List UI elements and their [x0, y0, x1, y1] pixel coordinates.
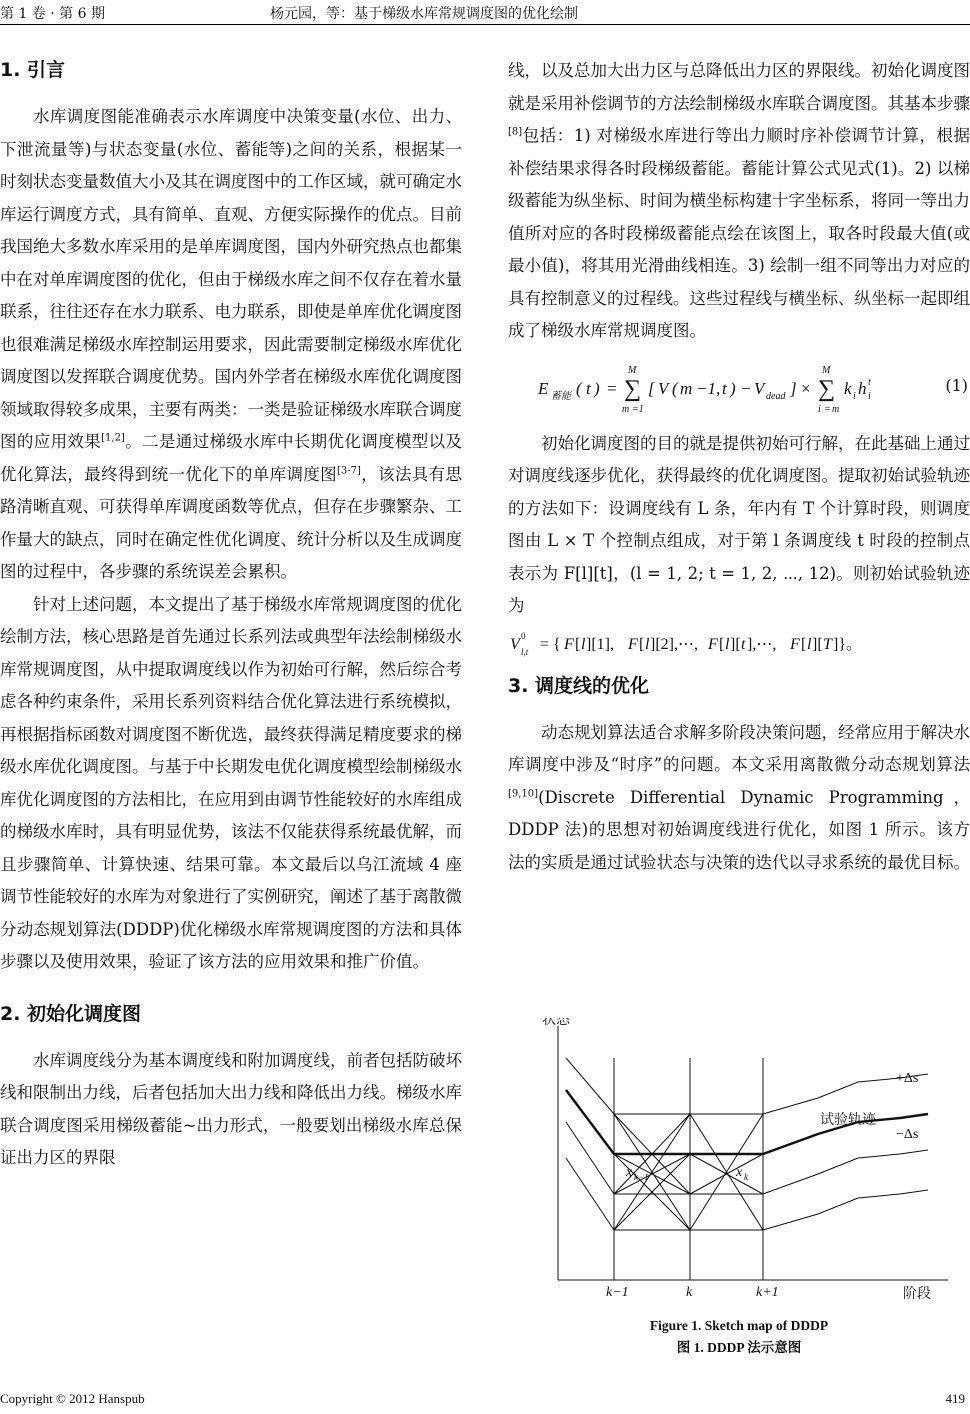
page-number: 419 — [945, 1391, 965, 1406]
svg-text:F: F — [628, 635, 638, 653]
svg-text:[: [ — [639, 635, 645, 653]
tick-k+1: k+1 — [756, 1285, 779, 1300]
state-xk: x — [736, 1165, 743, 1180]
svg-text:i: i — [818, 403, 821, 415]
svg-text:][1],: ][1], — [586, 635, 614, 653]
optimization-paragraph-1: 动态规划算法适合求解多阶段决策问题，经常应用于解决水库调度中涉及“时序”的问题。本文采用离散微分动态规划算法[9,10](Discrete Differential Dynamic Programming，DDDP 法)的思想对初始调度线进行优化，如图 1 所示。该方法的实质是通过试验状态与决策的迭代以寻求系统的最优目标。 — [508, 722, 970, 872]
svg-text:][2],⋯,: ][2],⋯, — [650, 635, 698, 653]
svg-text:F: F — [708, 635, 718, 653]
svg-text:(: ( — [576, 378, 582, 398]
trajectory-formula — [508, 623, 970, 665]
svg-text:V: V — [754, 378, 765, 398]
svg-text:−: − — [740, 378, 752, 398]
intro-paragraph-2: 针对上述问题，本文提出了基于梯级水库常规调度图的优化绘制方法，核心思路是首先通过长系列法或典型年法绘制梯级水库常规调度图，从中提取调度线以作为初始可行解，然后综合考虑各种约束条件，采用长系列资料结合优化算法进行系统模拟，再根据指标函数对调度图不断优选，最终获得满足精度要求的梯级水库优化调度图。与基于中长期发电优化调度模型绘制梯级水库优化调度图的方法相比，在应用到由调节性能较好的水库组成的梯级水库时，具有明显优势，该法不仅能获得系统最优解，而且步骤简单、计算快速、结果可靠。本文最后以乌江流域 4 座调节性能较好的水库为对象进行了实例研究，阐述了基于离散微分动态规划算法(DDDP)优化梯级水库常规调度图的方法和具体步骤以及使用效果，验证了该方法的应用效果和推广价值。 — [0, 594, 462, 971]
svg-text:E: E — [538, 378, 549, 398]
svg-text:T: T — [823, 635, 832, 653]
svg-text:]}。: ]}。 — [833, 635, 863, 653]
svg-text:蓄能: 蓄能 — [551, 390, 571, 402]
section-heading-intro: 1. 引言 — [0, 59, 66, 81]
svg-text:−1,: −1, — [696, 378, 721, 398]
left-column — [0, 55, 462, 1175]
equation-1-formula — [508, 348, 948, 428]
state-xk-1-subscript: k−1 — [634, 1172, 649, 1182]
page-header — [0, 0, 970, 25]
svg-text:[: [ — [575, 635, 581, 653]
svg-text:0: 0 — [521, 630, 526, 641]
svg-text:t: t — [868, 376, 871, 388]
plus-delta-s-label: +Δs — [896, 1071, 919, 1086]
citation[interactable]: [3-7] — [337, 465, 361, 476]
svg-text:t: t — [586, 378, 591, 398]
equation-1 — [508, 348, 970, 428]
svg-text:M: M — [628, 364, 637, 376]
svg-text:V: V — [510, 635, 520, 653]
upper-bound-curve — [566, 1058, 928, 1114]
svg-text:t: t — [722, 378, 727, 398]
svg-text:l: l — [725, 635, 730, 653]
svg-text:=: = — [606, 378, 618, 398]
svg-text:],⋯,: ],⋯, — [747, 635, 777, 653]
svg-text:l: l — [645, 635, 650, 653]
state-xk-subscript: k — [744, 1172, 748, 1182]
lower-bound-curve — [566, 1122, 928, 1194]
svg-text:= {: = { — [540, 635, 561, 653]
trial-trajectory-label: 试验轨迹 — [820, 1113, 876, 1128]
journal-issue: 第 1 卷 · 第 6 期 — [0, 6, 105, 22]
svg-text:h: h — [858, 378, 867, 398]
svg-text:=: = — [824, 403, 831, 415]
copyright: Copyright © 2012 Hanspub — [0, 1391, 145, 1406]
minus-delta-s-label: −Δs — [896, 1127, 919, 1142]
svg-text:m: m — [832, 403, 840, 415]
x-axis-label: 阶段 — [903, 1287, 931, 1302]
svg-text:][: ][ — [730, 635, 741, 653]
equation-number: (1) — [945, 375, 968, 395]
svg-text:∑: ∑ — [818, 375, 836, 402]
svg-text:l: l — [581, 635, 586, 653]
section-heading-init: 2. 初始化调度图 — [0, 1002, 142, 1025]
tick-k: k — [686, 1285, 693, 1300]
y-axis-label: 状态 — [542, 1018, 570, 1028]
svg-text:m: m — [680, 378, 693, 398]
svg-text:][: ][ — [812, 635, 823, 653]
svg-text:t: t — [741, 635, 746, 653]
intro-paragraph-1: 水库调度图能准确表示水库调度中决策变量(水位、出力、下泄流量等)与状态变量(水位、蓄能等)之间的关系，根据某一时刻状态变量数值大小及其在调度图中的工作区域，就可确定水库运行调度方式，具有简单、直观、方便实际操作的优点。目前我国绝大多数水库采用的是单库调度图，国内外研究热点也都集中在对单库调度图的优化，但由于梯级水库之间不仅存在着水量联系，往往还存在水力联系、电力联系，即使是单库优化调度图也很难满足梯级水库控制运用要求，因此需要制定梯级水库优化调度图以发挥联合调度优势。国内外学者在梯级水库优化调度图领域取得较多成果，主要有两类：一类是验证梯级水库联合调度图的应用效果[1,2]。二是通过梯级水库中长期优化调度模型以及优化算法，最终得到统一优化下的单库调度图[3-7]，该法具有思路清晰直观、可获得单库调度函数等优点，但存在步骤繁杂、工作量大的缺点，同时在确定性优化调度、统计分析以及生成调度图的过程中，各步骤的系统误差会累积。 — [0, 107, 463, 581]
tick-k-1: k−1 — [606, 1285, 629, 1300]
svg-text:dead: dead — [766, 390, 786, 402]
svg-text:=1: =1 — [632, 403, 644, 415]
citation[interactable]: [9,10] — [508, 788, 539, 799]
svg-text:(: ( — [672, 378, 678, 398]
svg-text:V: V — [658, 378, 669, 398]
init-paragraph-1-continued: 线，以及总加大出力区与总降低出力区的界限线。初始化调度图就是采用补偿调节的方法绘制梯级水库联合调度图。其基本步骤[8]包括：1) 对梯级水库进行等出力顺时序补偿调节计算，根据补偿结果求得各时段梯级蓄能。蓄能计算公式见式(1)。2) 以梯级蓄能为纵坐标、时间为横坐标构建十字坐标系，将同一等出力值所对应的各时段梯级蓄能点绘在该图上，取各时段最大值(或最小值)，将其用光滑曲线相连。3) 绘制一组不同等出力对应的具有控制意义的过程线。这些过程线与横坐标、纵坐标一起即组成了梯级水库常规调度图。 — [508, 61, 970, 340]
figure-caption-zh: 图 1. DDDP 法示意图 — [676, 1340, 802, 1355]
svg-text:): ) — [594, 378, 600, 398]
svg-text:F: F — [564, 635, 574, 653]
svg-text:∑: ∑ — [624, 375, 642, 402]
figure-1 — [508, 1018, 970, 1338]
svg-text:l,t: l,t — [521, 646, 529, 657]
running-title: 杨元园，等：基于梯级水库常规调度图的优化绘制 — [270, 6, 578, 22]
citation[interactable]: [1,2] — [101, 432, 125, 444]
svg-text:m: m — [622, 403, 630, 415]
figure-caption-en: Figure 1. Sketch map of DDDP — [649, 1318, 829, 1333]
svg-text:i: i — [853, 390, 856, 402]
right-column — [508, 55, 970, 879]
dddp-diagram — [508, 1018, 970, 1318]
svg-text:]: ] — [790, 378, 797, 398]
trajectory-formula-svg — [508, 623, 948, 665]
svg-text:i: i — [868, 390, 871, 402]
svg-text:[: [ — [719, 635, 725, 653]
svg-text:M: M — [822, 364, 831, 376]
init-paragraph-1: 水库调度线分为基本调度线和附加调度线，前者包括防破坏线和限制出力线，后者包括加大出力线和降低出力线。梯级水库联合调度图采用梯级蓄能~出力形式，一般要划出梯级水库总保证出力区的界限 — [0, 1050, 462, 1167]
svg-text:×: × — [800, 378, 812, 398]
section-heading-optimization: 3. 调度线的优化 — [508, 674, 650, 697]
svg-text:l: l — [807, 635, 812, 653]
svg-text:): ) — [730, 378, 736, 398]
citation[interactable]: [8] — [508, 126, 523, 138]
svg-text:F: F — [790, 635, 800, 653]
init-paragraph-2: 初始化调度图的目的就是提供初始可行解，在此基础上通过对调度线逐步优化，获得最终的优化调度图。提取初始试验轨迹的方法如下：设调度线有 L 条，年内有 T 个计算时段，则调度图由 L × T 个控制点组成，对于第 l 条调度线 t 时段的控制点表示为 F[l][t]，(l = 1, 2; t = 1, 2, ⋯, 12)。则初始试验轨迹为 — [508, 433, 970, 615]
state-xk-1: x — [626, 1165, 633, 1180]
svg-text:k: k — [844, 378, 852, 398]
svg-text:[: [ — [801, 635, 807, 653]
svg-text:[: [ — [648, 378, 655, 398]
